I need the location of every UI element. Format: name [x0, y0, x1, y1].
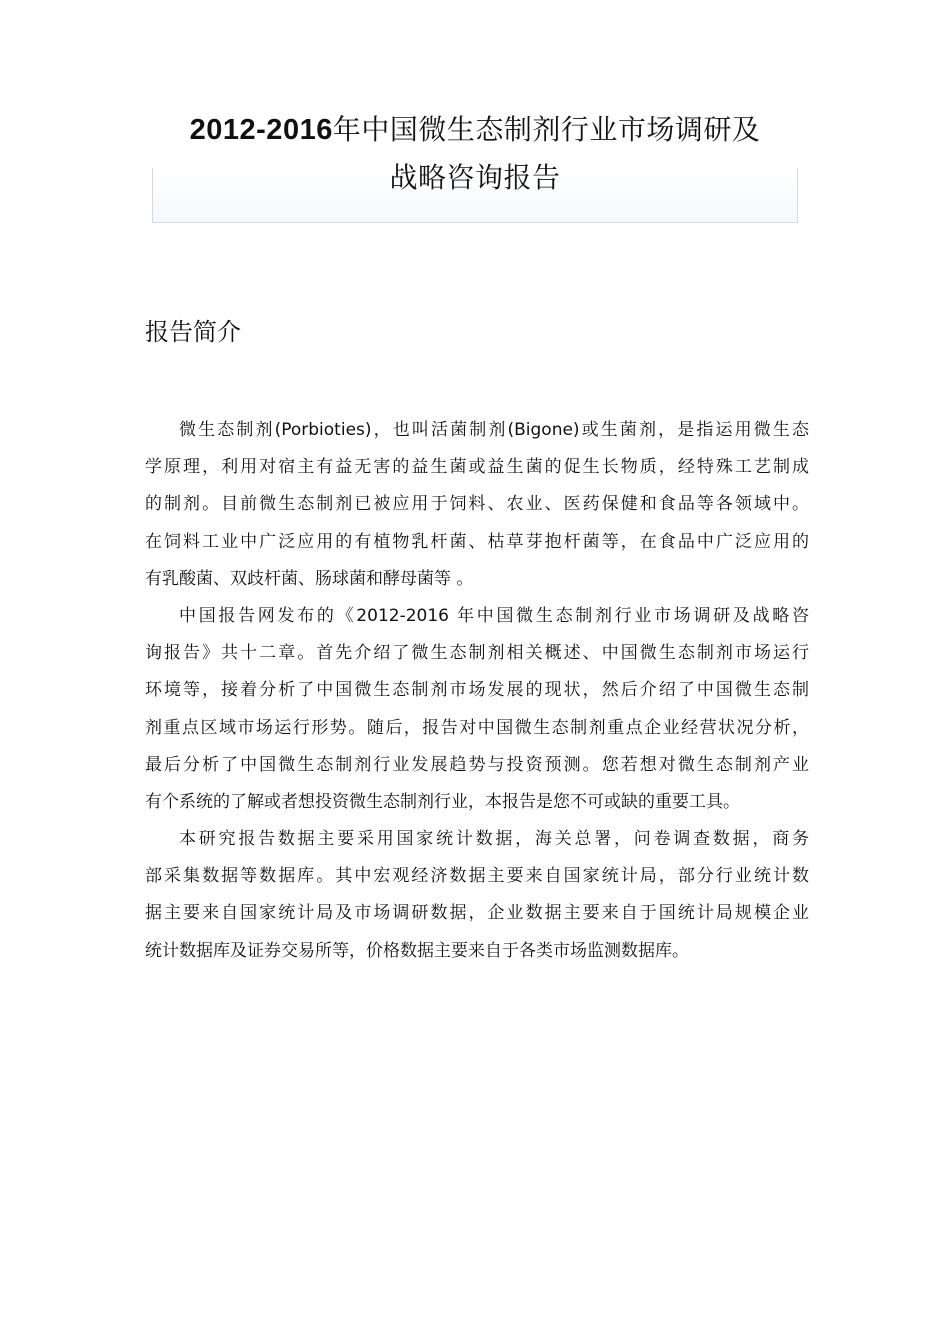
paragraph-2-line-2: 询报告》共十二章。首先介绍了微生态制剂相关概述、中国微生态制剂市场运行 — [145, 643, 809, 664]
paragraph-1-line-3: 的制剂。目前微生态制剂已被应用于饲料、农业、医药保健和食品等各领域中。 — [145, 494, 809, 515]
paragraph-3-line-3: 据主要来自国家统计局及市场调研数据，企业数据主要来自于国统计局规模企业 — [145, 903, 809, 924]
paragraph-1-line-2: 学原理，利用对宿主有益无害的益生菌或益生菌的促生长物质，经特殊工艺制成 — [145, 457, 809, 478]
paragraph-1-line-4: 在饲料工业中广泛应用的有植物乳杆菌、枯草芽抱杆菌等，在食品中广泛应用的 — [145, 531, 809, 552]
section-heading: 报告简介 — [145, 318, 241, 346]
paragraph-2-line-4: 剂重点区域市场运行形势。随后，报告对中国微生态制剂重点企业经营状况分析， — [145, 717, 809, 738]
paragraph-2-line-6: 有个系统的了解或者想投资微生态制剂行业，本报告是您不可或缺的重要工具。 — [145, 791, 740, 812]
title-line-1 — [132, 110, 818, 150]
paragraph-2-line-1: 中国报告网发布的《2012-2016 年中国微生态制剂行业市场调研及战略咨 — [179, 605, 809, 626]
title-line-1-text: 年中国微生态制剂行业市场调研及 — [332, 113, 761, 146]
paragraph-3-line-4: 统计数据库及证券交易所等，价格数据主要来自于各类市场监测数据库。 — [145, 940, 689, 961]
title-line-2: 战略咨询报告 — [389, 161, 561, 194]
title-year-range: 2012-2016 — [189, 114, 333, 146]
paragraph-2-line-5: 最后分析了中国微生态制剂行业发展趋势与投资预测。您若想对微生态制剂产业 — [145, 754, 809, 775]
report-intro-body — [145, 412, 809, 970]
document-title — [152, 106, 798, 224]
paragraph-3-line-1: 本研究报告数据主要采用国家统计数据，海关总署，问卷调查数据，商务 — [179, 829, 809, 850]
paragraph-1-line-5: 有乳酸菌、双歧杆菌、肠球菌和酵母菌等 。 — [145, 568, 474, 589]
paragraph-1-line-1: 微生态制剂(Porbioties)，也叫活菌制剂(Bigone)或生菌剂，是指运用微生态 — [179, 420, 809, 440]
paragraph-2-line-3: 环境等，接着分析了中国微生态制剂市场发展的现状，然后介绍了中国微生态制 — [145, 680, 809, 701]
paragraph-3-line-2: 部采集数据等数据库。其中宏观经济数据主要来自国家统计局，部分行业统计数 — [145, 866, 809, 887]
